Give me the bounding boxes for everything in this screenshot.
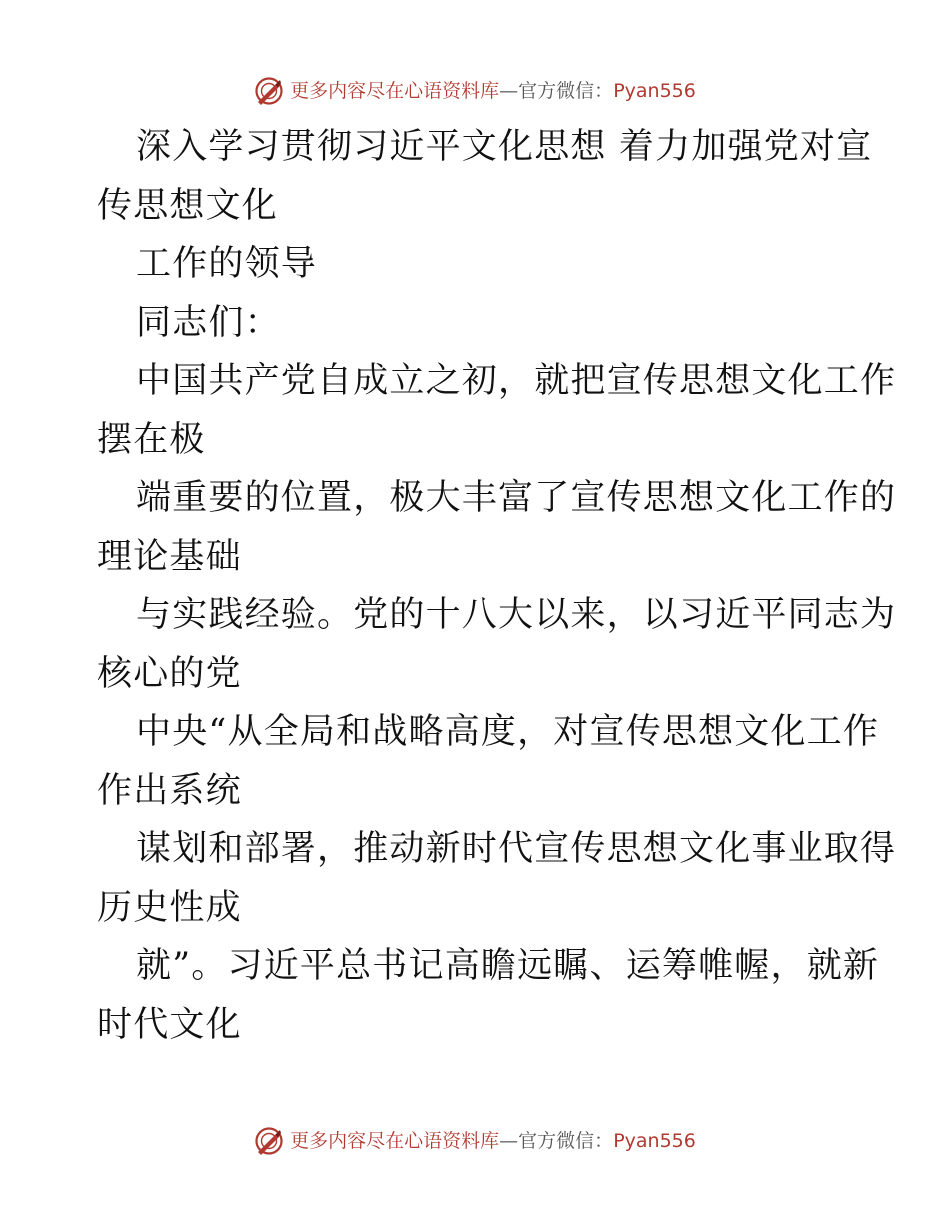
banner-account: Pyan556 [613,80,696,102]
body-line: 理论基础 [97,536,242,577]
body-line: 与实践经验。党的十八大以来，以习近平同志为 [136,595,897,635]
banner-label: 官方微信： [518,80,614,102]
banner-account: Pyan556 [613,1130,696,1152]
body-line: 谋划和部署，推动新时代宣传思想文化事业取得 [136,829,897,869]
banner-dash: — [499,1130,519,1152]
body-line: 中国共产党自成立之初，就把宣传思想文化工作 [136,361,897,401]
body-line: 历史性成 [97,887,242,928]
title-line-2: 传思想文化 [97,185,279,226]
salutation: 同志们： [136,302,281,343]
header-watermark [0,76,950,106]
title-line-3: 工作的领导 [136,244,318,284]
body-line: 核心的党 [97,653,242,694]
footer-watermark [0,1126,950,1156]
banner-brand-text: 更多内容尽在心语资料库 [290,1130,500,1152]
body-line: 就”。习近平总书记高瞻远瞩、运筹帷幄，就新 [136,946,880,986]
banner-label: 官方微信： [518,1130,614,1152]
banner-brand-text: 更多内容尽在心语资料库 [290,80,500,102]
title-line-1: 深入学习贯彻习近平文化思想 着力加强党对宣 [136,127,873,167]
body-line: 中央“从全局和战略高度，对宣传思想文化工作 [136,712,880,752]
body-line: 端重要的位置，极大丰富了宣传思想文化工作的 [136,478,897,518]
body-line: 作出系统 [97,770,242,811]
body-line: 摆在极 [97,419,206,460]
pen-logo-icon [254,1126,284,1156]
document-body [97,118,897,1054]
body-line: 时代文化 [97,1004,242,1045]
pen-logo-icon [254,76,284,106]
banner-dash: — [499,80,519,102]
